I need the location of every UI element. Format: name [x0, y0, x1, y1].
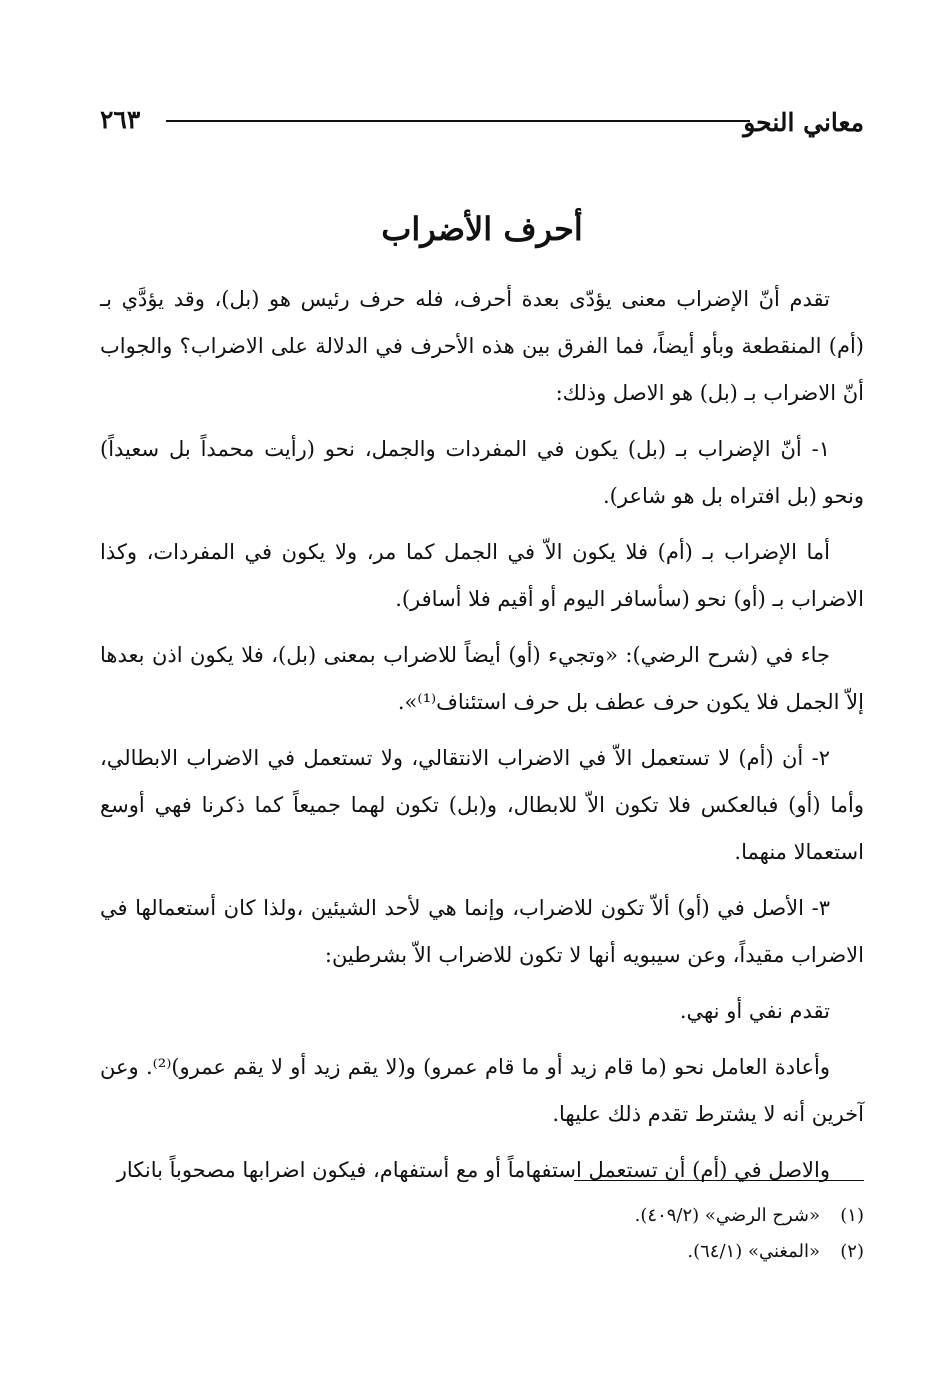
- paragraph-point-2: ٢- أن (أم) لا تستعمل الاّ في الاضراب الانتقالي، ولا تستعمل في الاضراب الابطالي، وأما (أو) فبالعكس فلا تكون الاّ للابطال، و(بل) تكون لهما جميعاً كما ذكرنا فهي أوسع استعمالا منهما.: [100, 746, 864, 864]
- footnote-text: «شرح الرضي» (٤٠٩/٢).: [634, 1205, 820, 1226]
- footnote-separator: [574, 1180, 864, 1181]
- paragraph-point-1: ١- أنّ الإضراب بـ (بل) يكون في المفردات والجمل، نحو (رأيت محمداً بل سعيداً) ونحو (بل افتراه بل هو شاعر).: [100, 437, 864, 508]
- paragraph-am-asl: والاصل في (أم) أن تستعمل استفهاماً أو مع أستفهام، فيكون اضرابها مصحوباً بانكار: [116, 1158, 830, 1182]
- running-header: [100, 102, 864, 138]
- paragraph-condition-2: وأعادة العامل نحو (ما قام زيد أو ما قام عمرو) و(لا يقم زيد أو لا يقم عمرو)⁽²⁾. وعن آخرين أنه لا يشترط تقدم ذلك عليها.: [100, 1055, 864, 1126]
- footnote-number: (٢): [840, 1241, 864, 1262]
- paragraph-quote-radi: جاء في (شرح الرضي): «وتجيء (أو) أيضاً للاضراب بمعنى (بل)، فلا يكون اذن بعدها إلاّ الجمل فلا يكون حرف عطف بل حرف استئناف⁽¹⁾».: [100, 643, 864, 714]
- footnote-number: (١): [840, 1205, 864, 1226]
- header-rule: [166, 120, 750, 122]
- footnote-text: «المغني» (٦٤/١).: [687, 1241, 820, 1262]
- paragraph-intro: تقدم أنّ الإضراب معنى يؤدّى بعدة أحرف، فله حرف رئيس هو (بل)، وقد يؤدَّي بـ (أم) المنقطعة وبأو أيضاً، فما الفرق بين هذه الأحرف في الدلالة على الاضراب؟ والجواب أنّ الاضراب بـ (بل) هو الاصل وذلك:: [100, 287, 864, 405]
- chapter-title: أحرف الأضراب: [381, 210, 583, 248]
- paragraph-condition-1: تقدم نفي أو نهي.: [679, 999, 830, 1023]
- running-header-title: معاني النحو: [743, 108, 864, 137]
- footnote-2: [164, 1234, 864, 1270]
- paragraph-amma: أما الإضراب بـ (أم) فلا يكون الاّ في الجمل كما مر، ولا يكون في المفردات، وكذا الاضراب بـ (أو) نحو (سأسافر اليوم أو أقيم فلا أسافر).: [100, 540, 864, 611]
- paragraph-point-3: ٣- الأصل في (أو) ألاّ تكون للاضراب، وإنما هي لأحد الشيئين ،ولذا كان أستعمالها في الاضراب مقيداً، وعن سيبويه أنها لا تكون للاضراب الاّ بشرطين:: [100, 896, 864, 967]
- footnotes: [164, 1198, 864, 1270]
- page-number: ٢٦٣: [100, 105, 141, 134]
- body-text: [100, 276, 864, 1203]
- footnote-1: [164, 1198, 864, 1234]
